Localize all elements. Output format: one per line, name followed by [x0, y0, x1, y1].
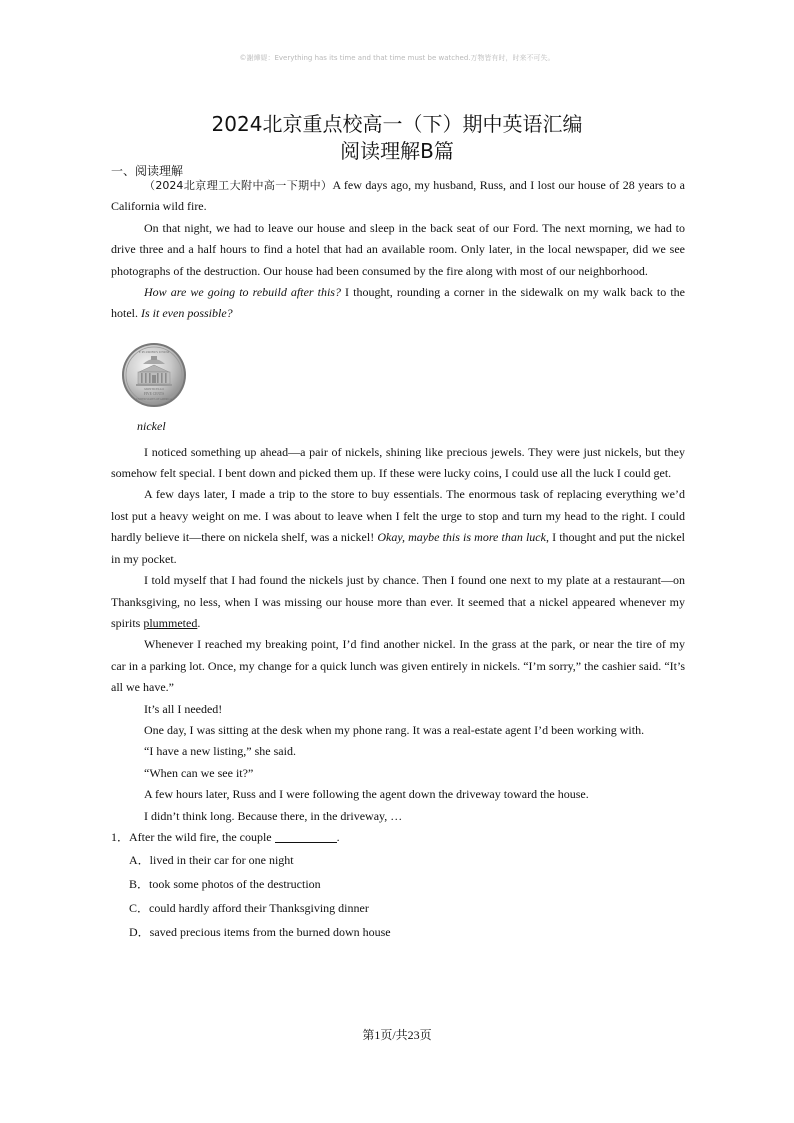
paragraph-13: I didn’t think long. Because there, in the driveway, …	[144, 808, 403, 823]
paragraph-11: “When can we see it?”	[144, 765, 254, 780]
coin-country-text: UNITED STATES OF AMERICA	[136, 397, 172, 401]
paragraph-10: “I have a new listing,” she said.	[144, 744, 296, 759]
figure-caption: nickel	[137, 419, 166, 434]
option-b[interactable]: B．took some photos of the destruction	[129, 877, 321, 892]
option-a[interactable]: A．lived in their car for one night	[129, 853, 294, 868]
source-note: （2024北京理工大附中高一下期中）	[144, 179, 333, 192]
paragraph-7: Whenever I reached my breaking point, I’d find another nickel. In the grass at the park, or near the tire of my car in a parking lot. Once, my change for a quick lunch was given entirely in nickels. “I’m sorry,” the cashier said. “It’s all we have.”	[111, 637, 685, 695]
nickel-coin-image	[121, 342, 187, 408]
paragraph-2: On that night, we had to leave our house and sleep in the back seat of our Ford. The next morning, we had to drive three and a half hours to find a hotel that had an available room. Only later, in the local newspaper, did we see photographs of the destruction. Our house had been consumed by the fire along with most of our neighborhood.	[111, 220, 685, 278]
paragraph-9: One day, I was sitting at the desk when my phone rang. It was a real-estate agent I’d been working with.	[144, 722, 645, 737]
paragraph-3: How are we going to rebuild after this? I thought, rounding a corner in the sidewalk on my walk back to the hotel. Is it even possible?	[111, 285, 685, 321]
paragraph-6: I told myself that I had found the nickels just by chance. Then I found one next to my plate at a restaurant—on Thanksgiving, no less, when I was missing our house more than ever. It seemed that a nickel appeared whenever my spirits plummeted.	[111, 573, 685, 630]
answer-blank	[275, 830, 337, 843]
watermark: ©謝燁媞：Everything has its time and that time must be watched.万物皆有时，时来不可失。	[239, 54, 555, 62]
nickel-figure	[115, 342, 189, 438]
question-1	[111, 827, 685, 944]
paragraph-12: A few hours later, Russ and I were following the agent down the driveway toward the house.	[144, 787, 589, 802]
coin-label-text: MONTICELLO	[144, 386, 164, 391]
answer-options	[111, 848, 685, 944]
section-heading: 一、阅读理解	[111, 164, 184, 178]
document-subtitle: 阅读理解B篇	[340, 139, 454, 163]
paragraph-8: It’s all I needed!	[144, 701, 223, 716]
paragraph-1: （2024北京理工大附中高一下期中）A few days ago, my husband, Russ, and I lost our house of 28 years to a California wild fire.	[111, 178, 685, 214]
underlined-word: plummeted	[143, 615, 198, 630]
reading-passage	[111, 175, 685, 944]
paragraph-4: I noticed something up ahead—a pair of nickels, shining like precious jewels. They were just nickels, but they somehow felt special. I bent down and picked them up. If these were lucky coins, I could use all the luck I could get.	[111, 444, 685, 481]
coin-motto-text: E PLURIBUS UNUM	[138, 349, 170, 354]
document-title: 2024北京重点校高一（下）期中英语汇编	[211, 112, 583, 136]
page-number: 第1页/共23页	[362, 1028, 432, 1042]
question-stem: 1．After the wild fire, the couple .	[111, 829, 340, 844]
coin-value-text: FIVE CENTS	[143, 391, 165, 396]
paragraph-5: A few days later, I made a trip to the store to buy essentials. The enormous task of replacing everything we’d lost put a heavy weight on me. I was about to leave when I felt the urge to stop and turn my head to the right. I could hardly believe it—there on nickela shelf, was a nickel! Okay, maybe this is more than luck, I thought and put the nickel in my pocket.	[111, 487, 685, 566]
option-d[interactable]: D．saved precious items from the burned down house	[129, 925, 391, 940]
option-c[interactable]: C．could hardly afford their Thanksgiving dinner	[129, 901, 369, 916]
